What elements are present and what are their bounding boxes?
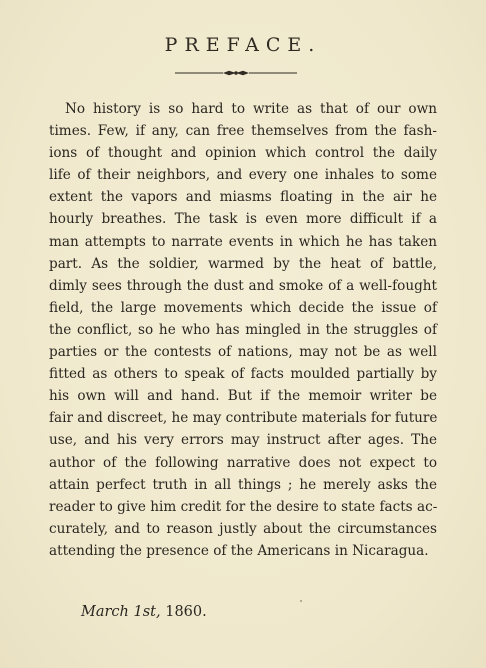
- body-line: parties or the contests of nations, may not be as well: [49, 344, 437, 361]
- body-line: author of the following narrative does not expect to: [49, 454, 437, 471]
- body-line: reader to give him credit for the desire to state facts ac-: [49, 498, 438, 515]
- ornament-divider: [173, 67, 299, 79]
- body-line: his own will and hand. But if the memoir writer be: [49, 388, 437, 405]
- body-line: dimly sees through the dust and smoke of a well-fought: [49, 277, 437, 294]
- preface-body: [49, 98, 437, 562]
- body-line: use, and his very errors may instruct after ages. The: [49, 432, 437, 449]
- body-line: attain perfect truth in all things ; he merely asks the: [49, 476, 437, 493]
- dateline: [81, 604, 207, 620]
- date-month: March 1st,: [81, 604, 161, 620]
- body-line: extent the vapors and miasms floating in the air he: [49, 189, 437, 206]
- body-line: hourly breathes. The task is even more difficult if a: [49, 211, 437, 228]
- page-title: PREFACE.: [164, 34, 322, 56]
- body-line: times. Few, if any, can free themselves from the fash-: [49, 123, 437, 140]
- body-line: life of their neighbors, and every one inhales to some: [49, 167, 437, 184]
- body-line: man attempts to narrate events in which he has taken: [49, 233, 437, 250]
- body-line: curately, and to reason justly about the circumstances: [49, 520, 437, 537]
- body-line: attending the presence of the Americans in Nicaragua.: [49, 542, 429, 559]
- body-line: fitted as others to speak of facts moulded partially by: [49, 366, 437, 383]
- body-line: No history is so hard to write as that of our own: [65, 101, 437, 117]
- body-line: part. As the soldier, warmed by the heat of battle,: [49, 255, 437, 272]
- body-line: fair and discreet, he may contribute materials for future: [49, 410, 438, 427]
- date-year: 1860.: [165, 604, 207, 620]
- paper-speck: [300, 600, 302, 602]
- body-line: ions of thought and opinion which control the daily: [49, 145, 437, 162]
- body-line: the conflict, so he who has mingled in the struggles of: [49, 321, 437, 338]
- body-line: field, the large movements which decide the issue of: [49, 299, 437, 316]
